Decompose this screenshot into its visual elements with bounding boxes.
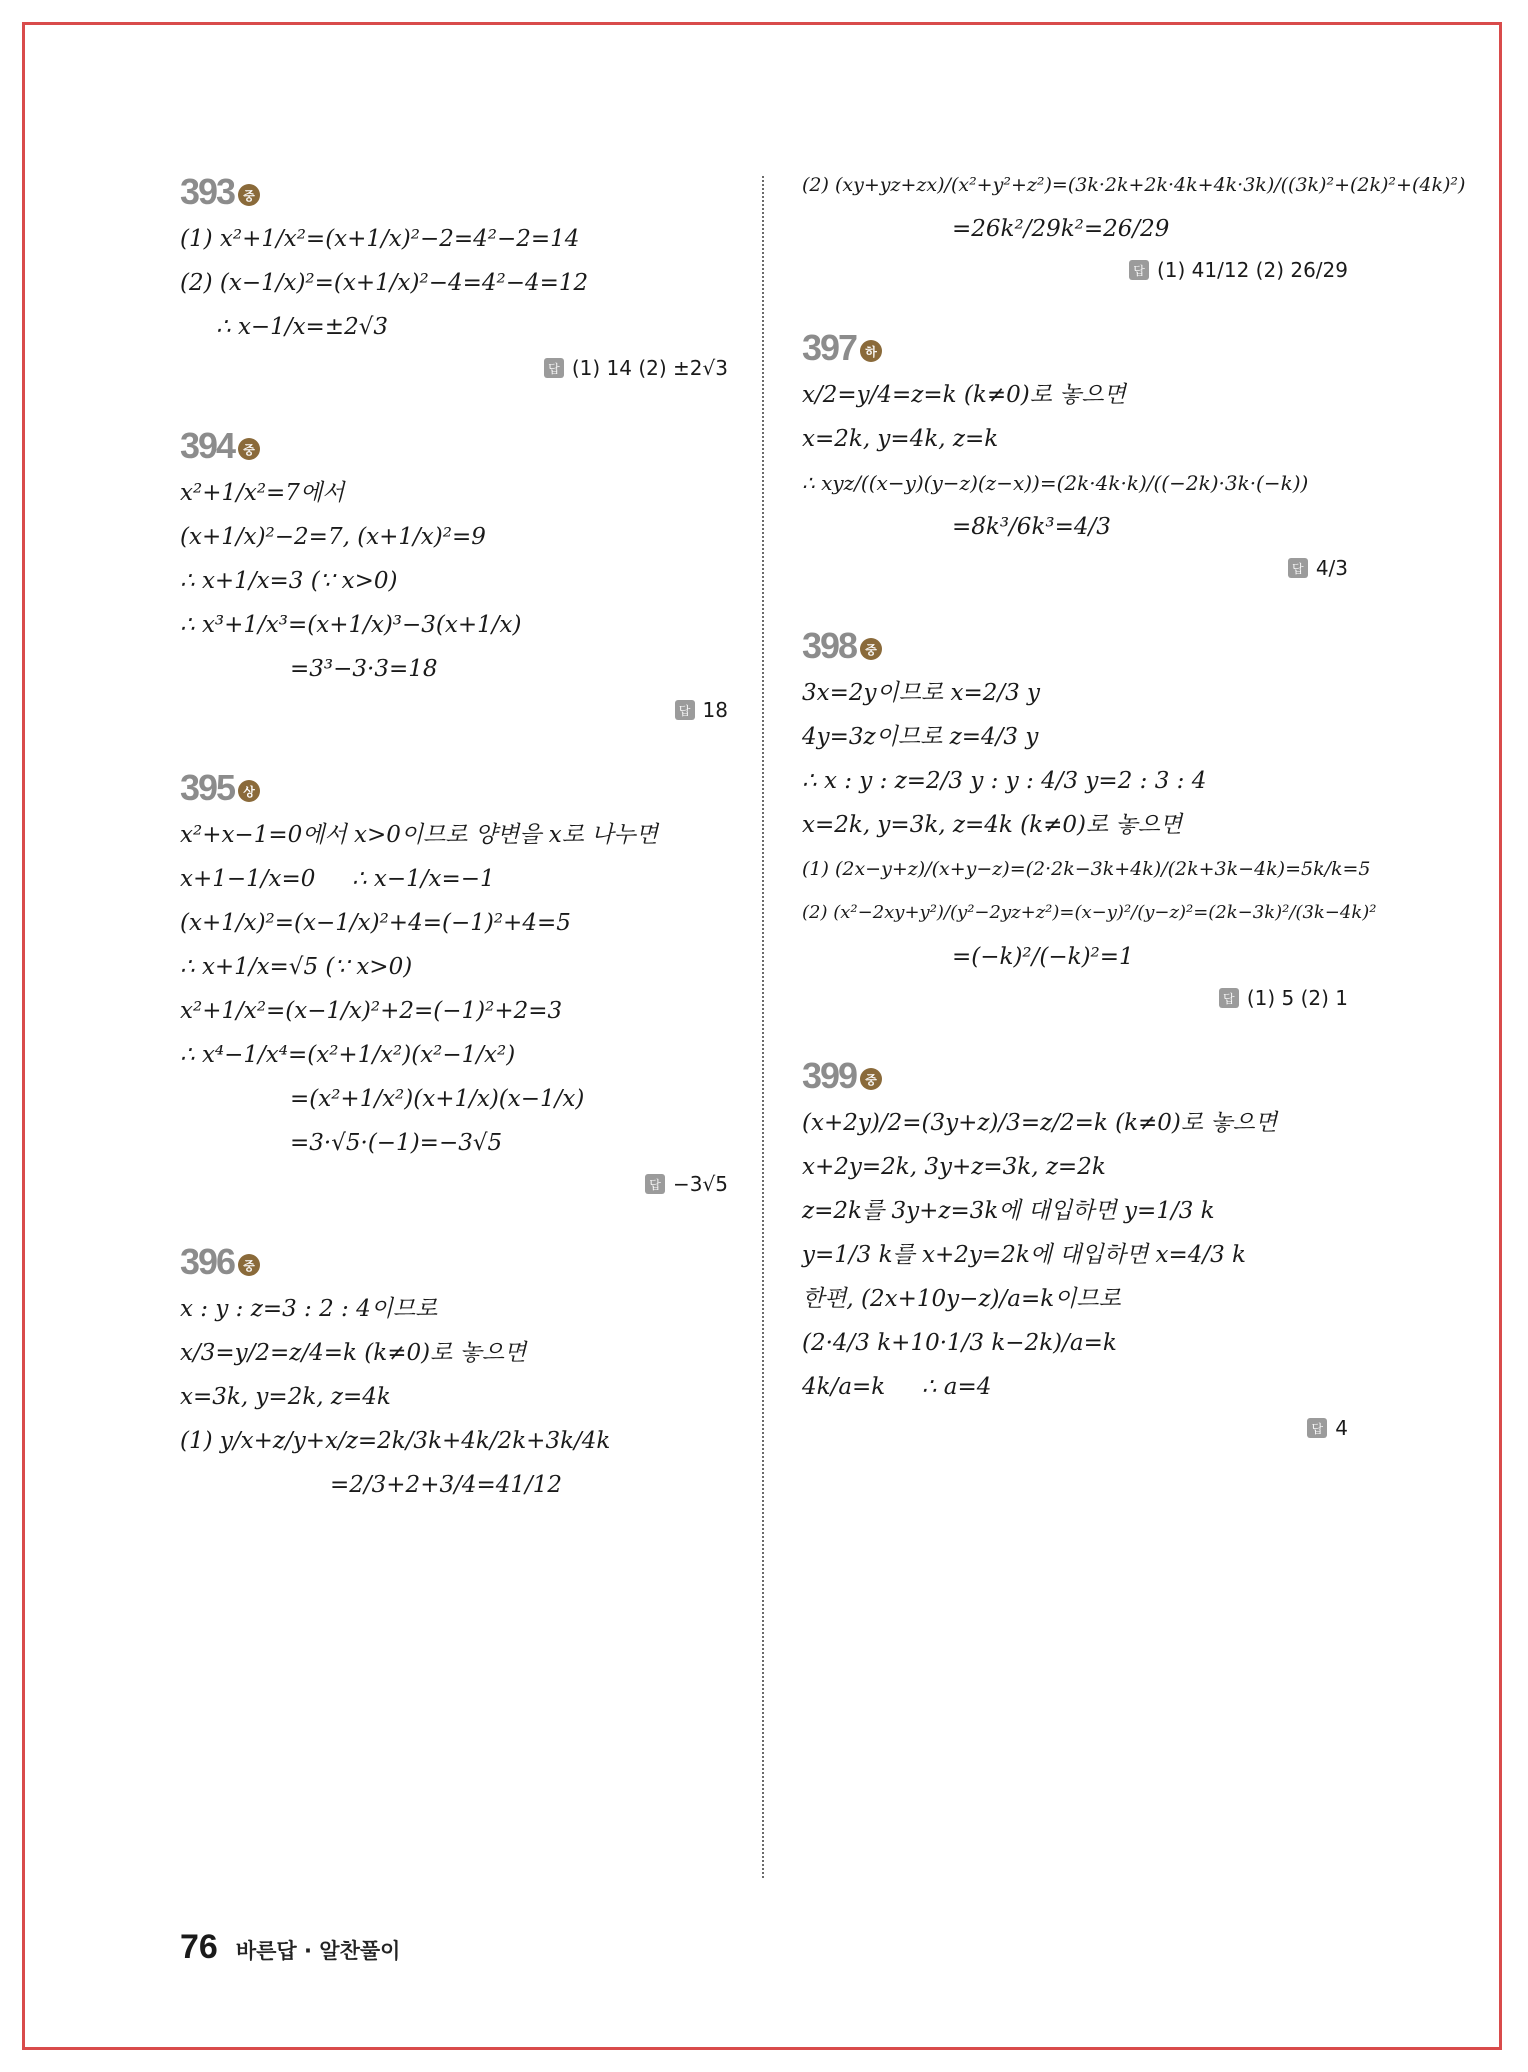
problem-number: 398	[802, 625, 857, 666]
solution-line: ∴ x³+1/x³=(x+1/x)³−3(x+1/x)	[180, 612, 522, 638]
answer-text: 4/3	[1315, 556, 1348, 580]
problem-number: 394	[180, 425, 235, 466]
solution-line: =2/3+2+3/4=41/12	[330, 1472, 563, 1498]
solution-line: ∴ x⁴−1/x⁴=(x²+1/x²)(x²−1/x²)	[180, 1042, 516, 1068]
problem-number: 396	[180, 1241, 235, 1282]
solution-line: ∴ x−1/x=±2√3	[216, 314, 389, 340]
solution-line: ∴ x : y : z=2/3 y : y : 4/3 y=2 : 3 : 4	[802, 768, 1207, 794]
solution-line: =(x²+1/x²)(x+1/x)(x−1/x)	[290, 1086, 585, 1112]
answer-icon: 답	[1219, 988, 1239, 1008]
solution-line: 한편, (2x+10y−z)/a=k이므로	[802, 1286, 1121, 1312]
solution-line: (2) (x−1/x)²=(x+1/x)²−4=4²−4=12	[180, 270, 589, 296]
answer-icon: 답	[675, 700, 695, 720]
page-number: 76	[180, 1928, 218, 1966]
solution-line: x=2k, y=4k, z=k	[802, 426, 999, 452]
solution-line: (x+1/x)²−2=7, (x+1/x)²=9	[180, 524, 486, 550]
solution-line: (1) y/x+z/y+x/z=2k/3k+4k/2k+3k/4k	[180, 1428, 611, 1454]
answer	[802, 258, 1348, 282]
answer-icon: 답	[1129, 260, 1149, 280]
solution-line: ∴ x+1/x=3 (∵ x>0)	[180, 568, 398, 594]
answer-icon: 답	[645, 1174, 665, 1194]
column-divider	[762, 176, 764, 1878]
solution-line: (1) (2x−y+z)/(x+y−z)=(2·2k−3k+4k)/(2k+3k−4k)=5k/k=5	[802, 858, 1371, 880]
problem-396-continued	[802, 170, 1466, 282]
problem-393	[180, 170, 728, 380]
book-title: 바른답 · 알찬풀이	[235, 1939, 401, 1963]
left-column	[180, 170, 728, 1544]
answer-text: (1) 41/12 (2) 26/29	[1156, 258, 1348, 282]
answer	[802, 1416, 1348, 1440]
level-badge: 중	[860, 638, 882, 660]
answer-text: −3√5	[673, 1172, 728, 1196]
solution-line: x²+1/x²=(x−1/x)²+2=(−1)²+2=3	[180, 998, 563, 1024]
solution-line: (1) x²+1/x²=(x+1/x)²−2=4²−2=14	[180, 226, 580, 252]
solution-line: z=2k를 3y+z=3k에 대입하면 y=1/3 k	[802, 1198, 1215, 1224]
level-badge: 상	[238, 780, 260, 802]
problem-header	[802, 624, 1348, 668]
solution-line: x/2=y/4=z=k (k≠0)로 놓으면	[802, 382, 1126, 408]
level-badge: 중	[238, 1254, 260, 1276]
solution-line: x+1−1/x=0 ∴ x−1/x=−1	[180, 866, 495, 892]
problem-header	[180, 424, 728, 468]
problem-397	[802, 326, 1348, 580]
problem-398	[802, 624, 1377, 1010]
problem-header	[180, 766, 728, 810]
solution-line: (2) (xy+yz+zx)/(x²+y²+z²)=(3k·2k+2k·4k+4k·3k)/((3k)²+(2k)²+(4k)²)	[802, 174, 1466, 196]
answer-text: (1) 5 (2) 1	[1246, 986, 1348, 1010]
solution-line: 3x=2y이므로 x=2/3 y	[802, 680, 1041, 706]
solution-line: ∴ x+1/x=√5 (∵ x>0)	[180, 954, 413, 980]
solution-line: 4k/a=k ∴ a=4	[802, 1374, 992, 1400]
page-footer	[180, 1928, 400, 1967]
problem-number: 399	[802, 1055, 857, 1096]
answer	[180, 356, 728, 380]
level-badge: 하	[860, 340, 882, 362]
solution-line: =8k³/6k³=4/3	[952, 514, 1111, 540]
right-column	[802, 170, 1466, 1484]
solution-line: x/3=y/2=z/4=k (k≠0)로 놓으면	[180, 1340, 527, 1366]
solution-line: =3³−3·3=18	[290, 656, 438, 682]
solution-line: (x+1/x)²=(x−1/x)²+4=(−1)²+4=5	[180, 910, 571, 936]
solution-line: x=2k, y=3k, z=4k (k≠0)로 놓으면	[802, 812, 1183, 838]
solution-line: =26k²/29k²=26/29	[952, 216, 1170, 242]
problem-number: 393	[180, 171, 235, 212]
answer	[180, 698, 728, 722]
level-badge: 중	[238, 184, 260, 206]
answer-icon: 답	[544, 358, 564, 378]
level-badge: 중	[238, 438, 260, 460]
solution-line: (x+2y)/2=(3y+z)/3=z/2=k (k≠0)로 놓으면	[802, 1110, 1278, 1136]
solution-line: x+2y=2k, 3y+z=3k, z=2k	[802, 1154, 1106, 1180]
solution-line: y=1/3 k를 x+2y=2k에 대입하면 x=4/3 k	[802, 1242, 1246, 1268]
solution-line: =(−k)²/(−k)²=1	[952, 944, 1134, 970]
answer-icon: 답	[1307, 1418, 1327, 1438]
solution-line: (2·4/3 k+10·1/3 k−2k)/a=k	[802, 1330, 1117, 1356]
solution-line: x : y : z=3 : 2 : 4이므로	[180, 1296, 438, 1322]
problem-header	[802, 326, 1348, 370]
answer	[180, 1172, 728, 1196]
solution-line: (2) (x²−2xy+y²)/(y²−2yz+z²)=(x−y)²/(y−z)²=(2k−3k)²/(3k−4k)²	[802, 902, 1377, 923]
solution-line: =3·√5·(−1)=−3√5	[290, 1130, 503, 1156]
problem-header	[802, 1054, 1348, 1098]
answer-icon: 답	[1288, 558, 1308, 578]
problem-394	[180, 424, 728, 722]
solution-line: x²+x−1=0에서 x>0이므로 양변을 x로 나누면	[180, 822, 658, 848]
solution-line: 4y=3z이므로 z=4/3 y	[802, 724, 1039, 750]
answer	[802, 556, 1348, 580]
problem-number: 395	[180, 767, 235, 808]
problem-header	[180, 170, 728, 214]
problem-399	[802, 1054, 1348, 1440]
problem-header	[180, 1240, 728, 1284]
solution-line: x²+1/x²=7에서	[180, 480, 345, 506]
answer-text: (1) 14 (2) ±2√3	[571, 356, 728, 380]
solution-line: ∴ xyz/((x−y)(y−z)(z−x))=(2k·4k·k)/((−2k)·3k·(−k))	[802, 471, 1309, 495]
level-badge: 중	[860, 1068, 882, 1090]
solution-line: x=3k, y=2k, z=4k	[180, 1384, 391, 1410]
answer-text: 18	[702, 698, 728, 722]
problem-number: 397	[802, 327, 857, 368]
answer	[802, 986, 1348, 1010]
answer-text: 4	[1335, 1416, 1348, 1440]
problem-395	[180, 766, 728, 1196]
problem-396	[180, 1240, 728, 1500]
